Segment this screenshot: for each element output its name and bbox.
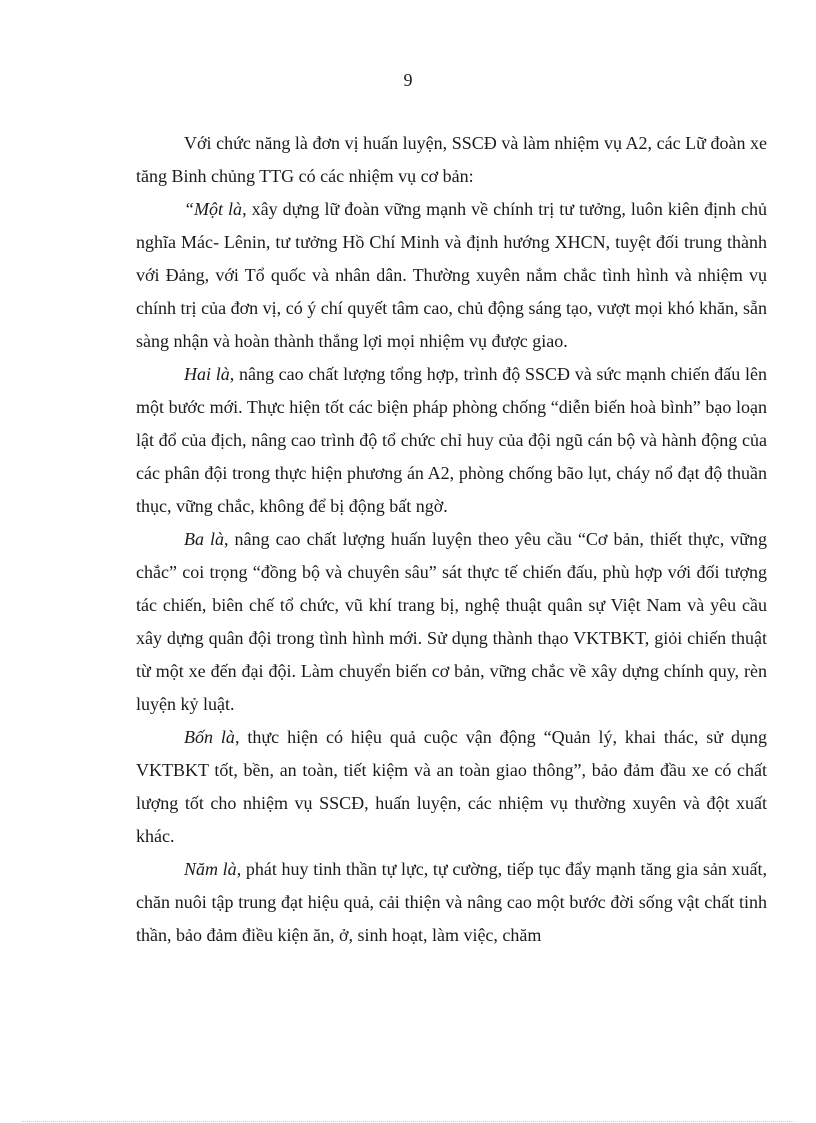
paragraph-task-two bbox=[136, 358, 767, 523]
paragraph-text: , nâng cao chất lượng huấn luyện theo yêu cầu “Cơ bản, thiết thực, vững chắc” coi trọng “đồng bộ và chuyên sâu” sát thực tế chiến đấu, phù hợp với đối tượng tác chiến, biên chế tổ chức, vũ khí trang bị, nghệ thuật quân sự Việt Nam và yêu cầu xây dựng quân đội trong tình hình mới. Sử dụng thành thạo VKTBKT, giỏi chiến thuật từ một xe đến đại đội. Làm chuyển biến cơ bản, vững chắc về xây dựng chính quy, rèn luyện kỷ luật. bbox=[136, 529, 767, 714]
page-bottom-border bbox=[22, 1121, 794, 1122]
paragraph-text: , nâng cao chất lượng tổng hợp, trình độ SSCĐ và sức mạnh chiến đấu lên một bước mới. Thực hiện tốt các biện pháp phòng chống “diễn biến hoà bình” bạo loạn lật đổ của địch, nâng cao trình độ tổ chức chỉ huy của đội ngũ cán bộ và hành động của các phân đội trong thực hiện phương án A2, phòng chống bão lụt, cháy nổ đạt độ thuần thục, vững chắc, không để bị động bất ngờ. bbox=[136, 364, 767, 516]
page-number: 9 bbox=[403, 70, 413, 90]
paragraph-text: , phát huy tinh thần tự lực, tự cường, tiếp tục đẩy mạnh tăng gia sản xuất, chăn nuôi tập trung đạt hiệu quả, cải thiện và nâng cao một bước đời sống vật chất tinh thần, bảo đảm điều kiện ăn, ở, sinh hoạt, làm việc, chăm bbox=[136, 859, 767, 945]
paragraph-lead: Bốn là bbox=[184, 727, 235, 747]
paragraph-task-four bbox=[136, 721, 767, 853]
paragraph-lead: Ba là bbox=[184, 529, 225, 549]
paragraph-task-one bbox=[136, 193, 767, 358]
paragraph-task-five bbox=[136, 853, 767, 952]
paragraph-text: , xây dựng lữ đoàn vững mạnh về chính trị tư tưởng, luôn kiên định chủ nghĩa Mác- Lênin, tư tưởng Hồ Chí Minh và định hướng XHCN, tuyệt đối trung thành với Đảng, với Tổ quốc và nhân dân. Thường xuyên nắm chắc tình hình và nhiệm vụ chính trị của đơn vị, có ý chí quyết tâm cao, chủ động sáng tạo, vượt mọi khó khăn, sẵn sàng nhận và hoàn thành thắng lợi mọi nhiệm vụ được giao. bbox=[136, 199, 767, 351]
paragraph-lead: Năm là bbox=[184, 859, 237, 879]
paragraph-intro bbox=[136, 127, 767, 193]
paragraph-text: , thực hiện có hiệu quả cuộc vận động “Quản lý, khai thác, sử dụng VKTBKT tốt, bền, an toàn, tiết kiệm và an toàn giao thông”, bảo đảm đầu xe có chất lượng tốt cho nhiệm vụ SSCĐ, huấn luyện, các nhiệm vụ thường xuyên và đột xuất khác. bbox=[136, 727, 767, 846]
paragraph-lead: “Một là bbox=[184, 199, 243, 219]
paragraph-lead: Hai là bbox=[184, 364, 230, 384]
document-body bbox=[136, 127, 767, 952]
paragraph-text: Với chức năng là đơn vị huấn luyện, SSCĐ và làm nhiệm vụ A2, các Lữ đoàn xe tăng Binh chủng TTG có các nhiệm vụ cơ bản: bbox=[136, 133, 767, 186]
paragraph-task-three bbox=[136, 523, 767, 721]
